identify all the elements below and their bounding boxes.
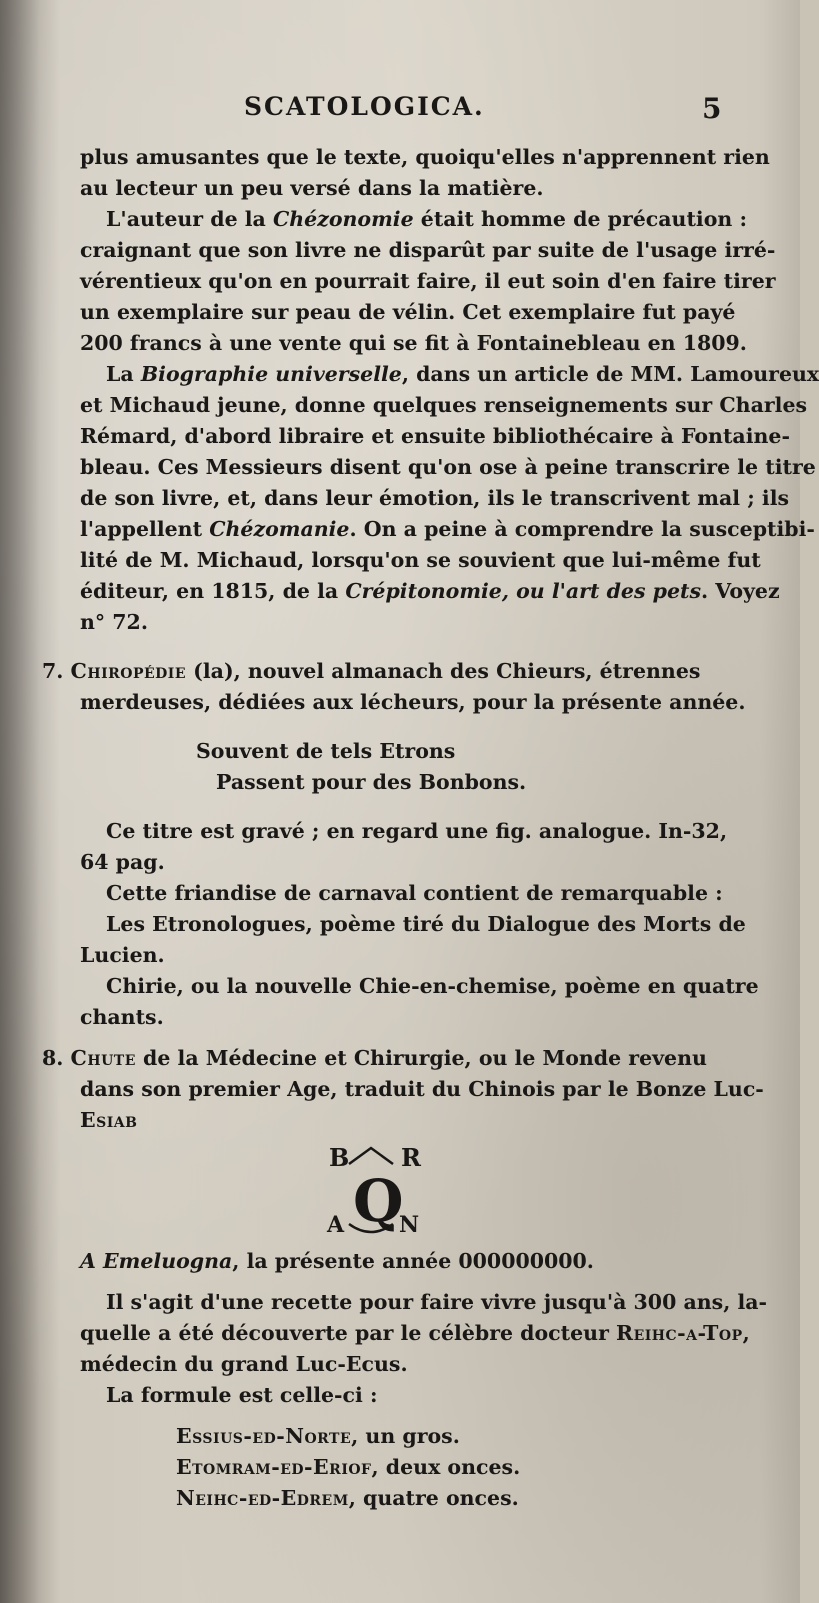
- para3-rest: , dans un article de MM. Lamoureux: [401, 362, 819, 386]
- entry7-number: 7.: [42, 659, 71, 683]
- entry7-desc-4: Les Etronologues, poème tiré du Dialogue des Morts de: [106, 912, 746, 936]
- seal-center-letter: Q: [353, 1167, 404, 1235]
- intro-line-2: au lecteur un peu versé dans la matière.: [80, 176, 544, 200]
- entry8-line-2: dans son premier Age, traduit du Chinois par le Bonze Luc-: [80, 1077, 764, 1101]
- seal-figure: [291, 1136, 451, 1246]
- recipe-item-2: [76, 1452, 766, 1483]
- entry8-line-1: [42, 1043, 766, 1074]
- entry8-number: 8.: [42, 1046, 71, 1070]
- recipe-ingredient: Neihc-ed-Edrem: [176, 1486, 349, 1510]
- para2-line-2: craignant que son livre ne disparût par suite de l'usage irré-: [80, 238, 776, 262]
- entry8-imprint: [76, 1246, 766, 1277]
- entry8-desc-1: Il s'agit d'une recette pour faire vivre jusqu'à 300 ans, la-: [106, 1290, 768, 1314]
- para3-line-7: lité de M. Michaud, lorsqu'on se souvient que lui-même fut: [80, 548, 761, 572]
- entry8-desc2-b: ,: [742, 1321, 750, 1345]
- para3-l6-italic: Chézomanie: [209, 517, 350, 541]
- seal-bottom-left: A: [327, 1212, 345, 1238]
- entry7-desc-1: Ce titre est gravé ; en regard une fig. analogue. In-32,: [106, 819, 728, 843]
- entry8-desc-4: La formule est celle-ci :: [106, 1383, 378, 1407]
- para3-l6-b: . On a peine à comprendre la susceptibi-: [349, 517, 815, 541]
- para3-l8-b: . Voyez: [701, 579, 780, 603]
- recipe-quantity: , deux onces.: [371, 1455, 521, 1479]
- entry8-desc-2: [76, 1318, 766, 1349]
- recipe-quantity: , quatre onces.: [348, 1486, 519, 1510]
- para3-line-6: [76, 514, 815, 545]
- entry7-verse-1: Souvent de tels Etrons: [196, 739, 456, 763]
- page-gutter-shadow: [0, 0, 40, 1603]
- entry8-place: A Emeluogna: [80, 1249, 233, 1273]
- page-header: [0, 92, 800, 132]
- recipe-ingredient: Essius-ed-Norte: [176, 1424, 352, 1448]
- para3-line-1: [76, 359, 819, 390]
- para3-start: La: [106, 362, 141, 386]
- para3-line-5: de son livre, et, dans leur émotion, ils le transcrivent mal ; ils: [80, 486, 790, 510]
- page-number: 5: [702, 92, 722, 125]
- entry7-line-1: [42, 656, 766, 687]
- entry7-line-2: merdeuses, dédiées aux lécheurs, pour la présente année.: [80, 690, 746, 714]
- para2-line-5: 200 francs à une vente qui se fit à Fontainebleau en 1809.: [80, 331, 747, 355]
- para3-line-3: Rémard, d'abord libraire et ensuite bibliothécaire à Fontaine-: [80, 424, 790, 448]
- para2-text: L'auteur de la: [106, 207, 273, 231]
- seal-top-left: B: [329, 1143, 350, 1172]
- running-title: SCATOLOGICA.: [244, 92, 485, 121]
- entry7-line1-rest: (la), nouvel almanach des Chieurs, étrennes: [186, 659, 701, 683]
- entry8-line-3: Esiab: [80, 1108, 138, 1132]
- para3-italic-title: Biographie universelle: [140, 362, 402, 386]
- seal-bottom-right: N: [399, 1212, 420, 1238]
- entry8-desc2-a: quelle a été découverte par le célèbre docteur: [80, 1321, 617, 1345]
- para2-line-3: vérentieux qu'on en pourrait faire, il eut soin d'en faire tirer: [80, 269, 776, 293]
- entry7-desc-7: chants.: [80, 1005, 164, 1029]
- entry8-date: , la présente année 000000000.: [232, 1249, 594, 1273]
- para2-italic-title: Chézonomie: [272, 207, 414, 231]
- para3-line-8: [76, 576, 780, 607]
- recipe-quantity: , un gros.: [351, 1424, 460, 1448]
- seal-top-right: R: [401, 1143, 421, 1172]
- recipe-item-3: [76, 1483, 766, 1514]
- para3-l8-italic: Crépitonomie, ou l'art des pets: [345, 579, 702, 603]
- para3-line-9: n° 72.: [80, 610, 148, 634]
- para3-line-2: et Michaud jeune, donne quelques renseignements sur Charles: [80, 393, 808, 417]
- para2-line-4: un exemplaire sur peau de vélin. Cet exemplaire fut payé: [80, 300, 736, 324]
- recipe-item-1: [76, 1421, 766, 1452]
- para2-text-after: était homme de précaution :: [413, 207, 748, 231]
- entry7-verse-2: Passent pour des Bonbons.: [216, 770, 527, 794]
- entry7-desc-6: Chirie, ou la nouvelle Chie-en-chemise, poème en quatre: [106, 974, 759, 998]
- para3-l8-a: éditeur, en 1815, de la: [80, 579, 346, 603]
- entry7-desc-2: 64 pag.: [80, 850, 165, 874]
- para3-line-4: bleau. Ces Messieurs disent qu'on ose à peine transcrire le titre: [80, 455, 816, 479]
- entry7-heading: Chiropédie: [70, 659, 187, 683]
- entry7-desc-3: Cette friandise de carnaval contient de remarquable :: [106, 881, 723, 905]
- recipe-ingredient: Etomram-ed-Eriof: [176, 1455, 372, 1479]
- entry7-desc-5: Lucien.: [80, 943, 165, 967]
- seal-top-arc: [349, 1148, 393, 1164]
- para3-l6-a: l'appellent: [80, 517, 210, 541]
- intro-line-1: plus amusantes que le texte, quoiqu'elles n'apprennent rien: [80, 145, 770, 169]
- entry8-doctor-name: Reihc-a-Top: [616, 1321, 743, 1345]
- para2-line-1: [76, 204, 766, 235]
- entry8-heading: Chute: [70, 1046, 136, 1070]
- entry8-desc-3: médecin du grand Luc-Ecus.: [80, 1352, 408, 1376]
- page-body: [42, 142, 819, 1514]
- typographic-seal: [76, 1136, 766, 1246]
- entry8-line1-rest: de la Médecine et Chirurgie, ou le Monde revenu: [135, 1046, 707, 1070]
